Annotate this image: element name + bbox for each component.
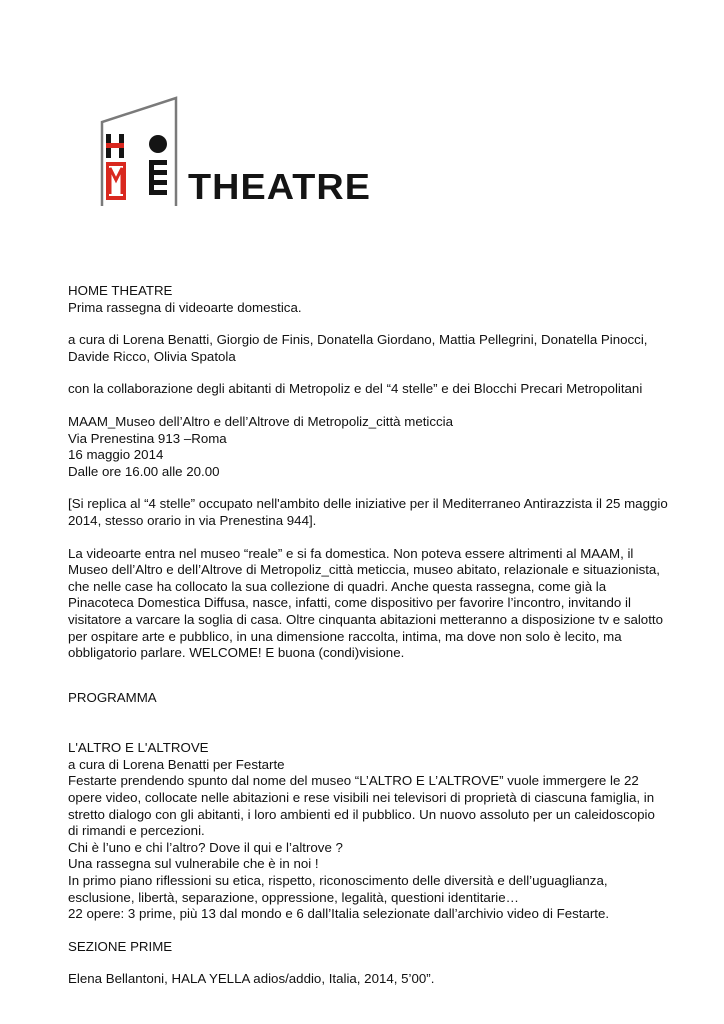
section-curator: a cura di Lorena Benatti per Festarte xyxy=(68,756,285,772)
sezione-prime-heading: SEZIONE PRIME xyxy=(68,938,173,954)
home-theatre-logo xyxy=(98,96,388,216)
page-title: HOME THEATRE xyxy=(68,283,173,298)
venue-address: Via Prenestina 913 –Roma xyxy=(68,430,227,446)
section-body: Festarte prendendo spunto dal nome del museo “L’ALTRO E L’ALTROVE” vuole immergere le 22 opere video, collocate nelle abitazioni e rese visibili nei televisori di proprietà di ciascuna famiglia, in stretto dialogo con gli abitanti, i loro ambienti ed il pubblico. Un nuovo assoluto per un caleidoscopio di rimandi e percezioni. xyxy=(68,773,655,839)
section-question-1: Chi è l’uno e chi l’altro? Dove il qui e l’altrove ? xyxy=(68,839,343,855)
event-hours: Dalle ore 16.00 alle 20.00 xyxy=(68,463,220,479)
sezione-prime-entry: Elena Bellantoni, HALA YELLA adios/addio, Italia, 2014, 5’00”. xyxy=(68,971,435,987)
section-title: L'ALTRO E L'ALTROVE xyxy=(68,740,209,756)
venue-museum: MAAM_Museo dell’Altro e dell’Altrove di Metropoliz_città meticcia xyxy=(68,413,454,429)
section-question-2: Una rassegna sul vulnerabile che è in noi ! xyxy=(68,856,319,872)
programma-heading: PROGRAMMA xyxy=(68,689,157,705)
page-subtitle: Prima rassegna di videoarte domestica. xyxy=(68,299,302,315)
logo-wordmark: THEATRE xyxy=(188,166,372,207)
event-date: 16 maggio 2014 xyxy=(68,447,164,463)
section-count: 22 opere: 3 prime, più 13 dal mondo e 6 dall’Italia selezionate dall’archivio video di Festarte. xyxy=(68,906,610,922)
section-themes: In primo piano riflessioni su etica, rispetto, riconoscimento delle diversità e dell’uguaglianza, esclusione, libertà, separazione, oppressione, legalità, questioni identitarie… xyxy=(68,873,608,905)
document-body xyxy=(68,283,668,988)
collaboration-paragraph: con la collaborazione degli abitanti di Metropoliz e del “4 stelle” e dei Blocchi Precari Metropolitani xyxy=(68,381,643,397)
replica-note: [Si replica al “4 stelle” occupato nell'ambito delle iniziative per il Mediterraneo Antirazzista il 25 maggio 2014, stesso orario in via Prenestina 944]. xyxy=(68,496,668,528)
house-logo-icon xyxy=(98,96,188,216)
curators-paragraph: a cura di Lorena Benatti, Giorgio de Finis, Donatella Giordano, Mattia Pellegrini, Donatella Pinocci, Davide Ricco, Olivia Spatola xyxy=(68,332,648,364)
intro-paragraph: La videoarte entra nel museo “reale” e si fa domestica. Non poteva essere altrimenti al MAAM, il Museo dell’Altro e dell’Altrove di Metropoliz_città meticcia, museo abitato, relazionale e situazionista, che nelle case ha collocato la sua collezione di quadri. Anche questa rassegna, come già la Pinacoteca Domestica Diffusa, nasce, infatti, come dispositivo per favorire l’incontro, invitando il visitatore a varcare la soglia di casa. Oltre cinquanta abitazioni metteranno a disposizione tv e salotto per ospitare arte e pubblico, in una dimensione raccolta, intima, ma dove non solo è lecito, ma obbligatorio parlare. WELCOME! E buona (condi)visione. xyxy=(68,545,663,661)
